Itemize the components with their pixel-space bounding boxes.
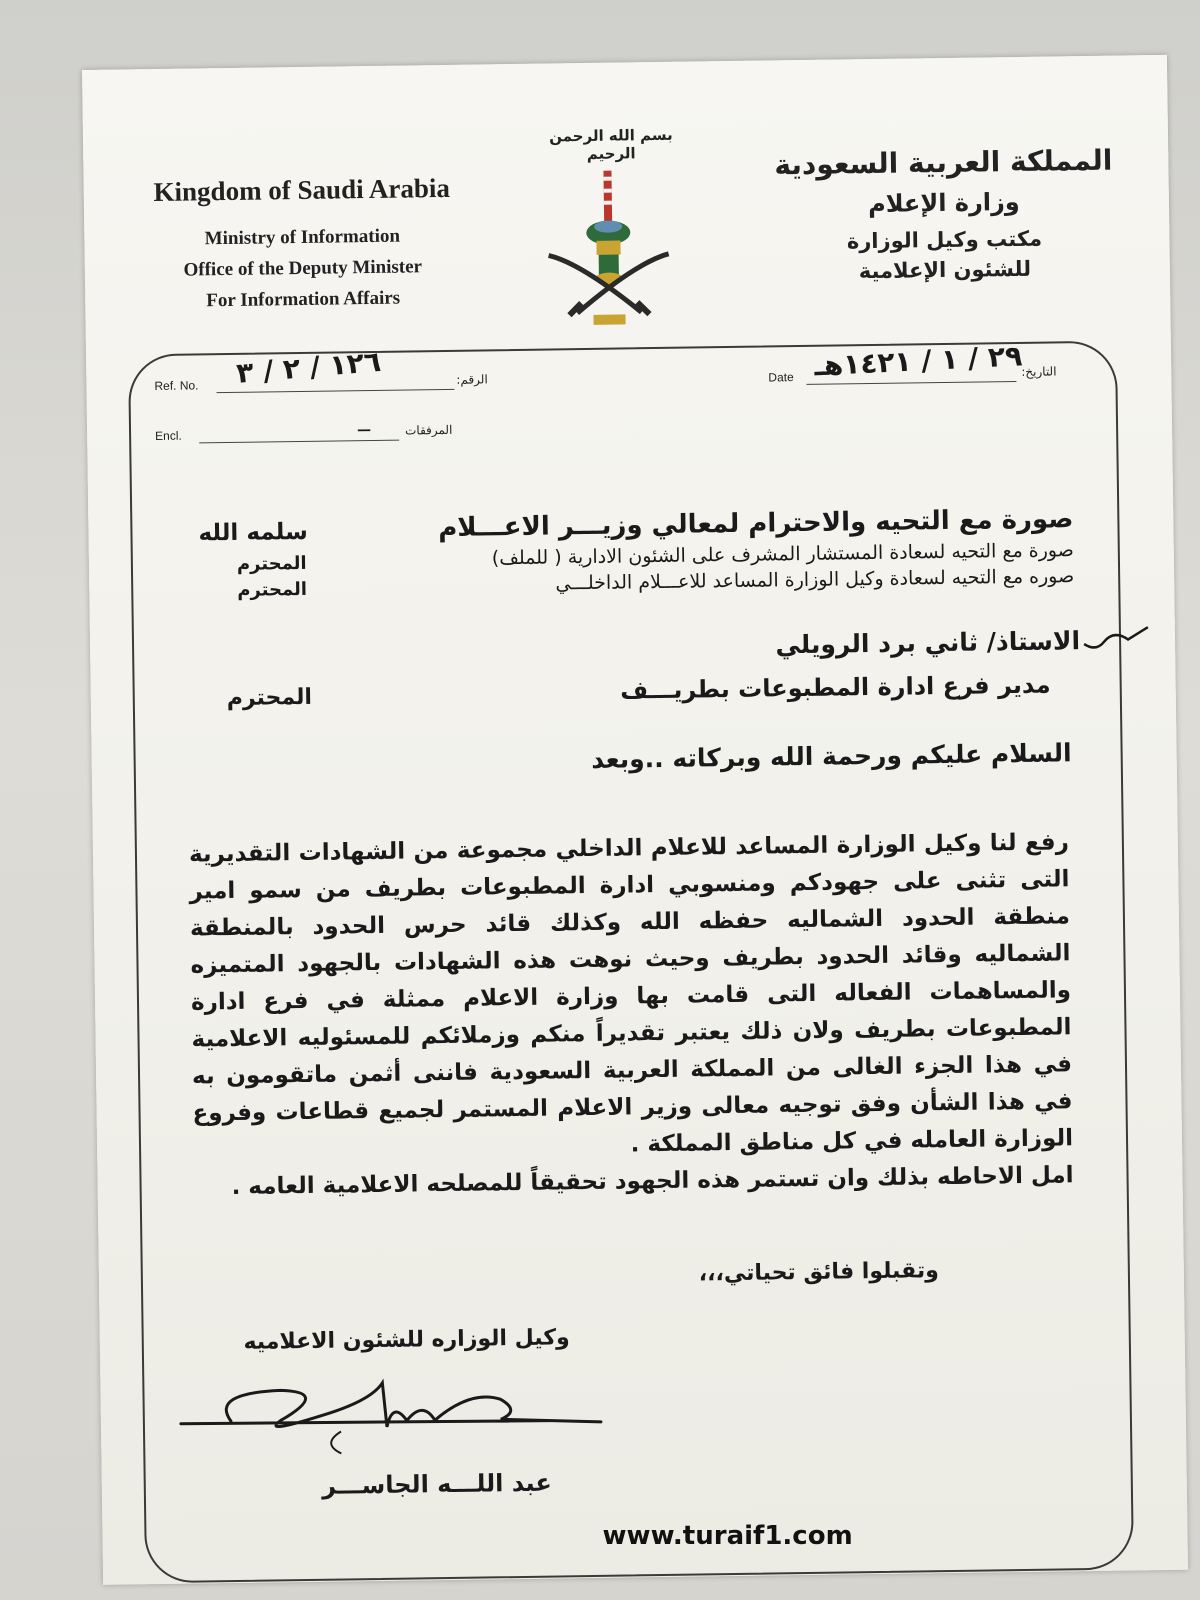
copies-block — [408, 501, 1074, 598]
copy-line-1-suffix: سلمه الله — [198, 518, 308, 547]
ref-label-ar: الرقم: — [456, 372, 488, 387]
letterhead-affairs-en: For Information Affairs — [206, 287, 401, 312]
encl-label-ar: المرفقات — [404, 422, 453, 438]
letter-body — [189, 824, 1074, 1206]
recipient-title: مدير فرع ادارة المطبوعات بطريـــف — [620, 670, 1051, 705]
signatory-name: عبد اللـــه الجاســـر — [321, 1468, 552, 1500]
letterhead-country-ar: المملكة العربية السعودية — [774, 143, 1113, 182]
recipient-honorific: المحترم — [226, 684, 313, 712]
basmala: بسم الله الرحمن الرحيم — [549, 125, 673, 163]
letterhead-office-ar: مكتب وكيل الوزارة — [846, 226, 1043, 254]
letterhead-affairs-ar: للشئون الإعلامية — [858, 256, 1032, 284]
copy-line-1: صورة مع التحيه والاحترام لمعالي وزيـــر الاعـــلام — [438, 504, 1074, 544]
date-value: ٢٩ / ١ / ١٤٢١هـ — [813, 339, 1023, 383]
check-mark-icon — [1082, 625, 1152, 656]
copy-line-2-suffix: المحترم — [236, 552, 307, 575]
palm-swords-emblem-icon — [539, 162, 681, 334]
signatory-title: وكيل الوزاره للشئون الاعلاميه — [243, 1325, 570, 1355]
date-label-ar: التاريخ: — [1021, 364, 1057, 379]
ref-value: ١٢٦ / ٢ / ٣ — [235, 344, 383, 390]
recipient-name: الاستاذ/ ثاني برد الرويلي — [775, 626, 1081, 660]
body-paragraph-1: رفع لنا وكيل الوزارة المساعد للاعلام الداخلي مجموعة من الشهادات التقديرية التى تثنى على جهودكم ومنسوبي ادارة المطبوعات بطريف من سمو امير منطقة الحدود الشماليه حفظه الله وكذلك قائد حرس الحدود بالمنطقة الشماليه وقائد الحدود بطريف وحيث نوهت هذه الشهادات بالجهود المتميزه والمساهمات الفعاله التى قامت بها وزارة الاعلام ممثلة في فرع ادارة المطبوعات بطريف ولان ذلك يعتبر تقديراً منكم وزملائكم للمسئوليه الاعلامية في هذا الجزء الغالى من المملكة العربية السعودية فاننى أثمن ماتقومون به في هذا الشأن وفق توجيه معالى وزير الاعلام المستمر لجميع قطاعات وفروع الوزارة العامله في كل مناطق المملكة . — [188, 829, 1074, 1158]
encl-value: — — [356, 422, 372, 439]
date-label-en: Date — [768, 370, 794, 385]
copy-line-3: صوره مع التحيه لسعادة وكيل الوزارة المساعد للاعـــلام الداخلـــي — [555, 565, 1075, 595]
letterhead-country-en: Kingdom of Saudi Arabia — [153, 172, 451, 208]
letterhead-office-en: Office of the Deputy Minister — [183, 256, 423, 281]
ref-label-en: Ref. No. — [154, 378, 199, 394]
letterhead-english — [132, 173, 474, 318]
greeting: السلام عليكم ورحمة الله وبركاته ..وبعد — [591, 738, 1072, 774]
body-paragraph-2: امل الاحاطه بذلك وان تستمر هذه الجهود تحقيقاً للمصلحه الاعلامية العامه . — [231, 1162, 1074, 1201]
copy-line-3-suffix: المحترم — [237, 578, 308, 601]
closing-line: وتقبلوا فائق تحياتي،،، — [698, 1258, 940, 1287]
letter-sheet — [82, 55, 1188, 1585]
handwritten-signature-icon — [170, 1368, 611, 1464]
letterhead-ministry-ar: وزارة الإعلام — [867, 187, 1020, 219]
website-watermark: www.turaif1.com — [602, 1521, 853, 1552]
encl-label-en: Encl. — [155, 428, 182, 444]
copy-line-2: صورة مع التحيه لسعادة المستشار المشرف على الشئون الادارية ( للملف) — [491, 539, 1074, 570]
letterhead-arabic — [773, 144, 1115, 288]
letterhead-ministry-en: Ministry of Information — [204, 225, 401, 250]
